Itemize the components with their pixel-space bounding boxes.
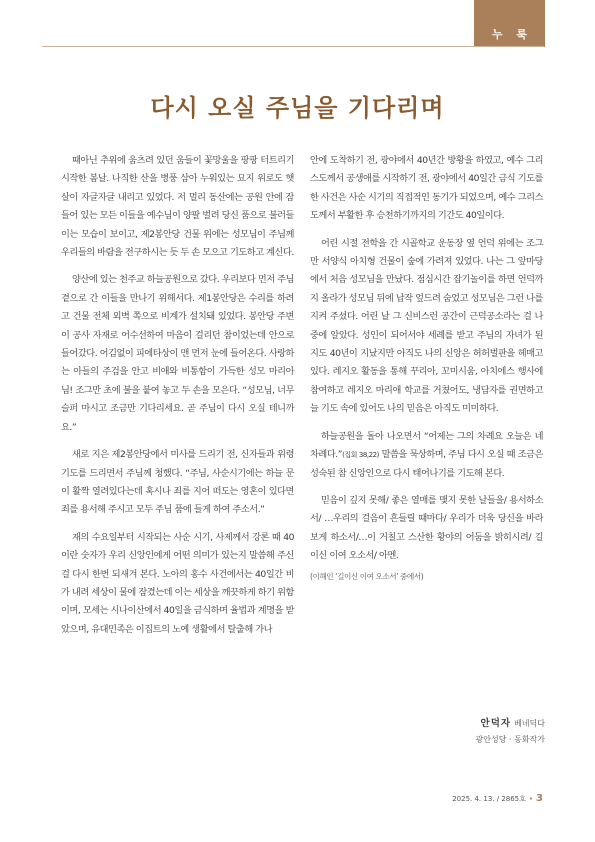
poem-excerpt: 믿음이 깊지 못해/ 좋은 열매를 맺지 못한 날들을/ 용서하소서/ …우리의 걸음이 흔들릴 때마다/ 우리가 더욱 당신을 바라보게 하소서/…이 거칠고 스산한 황야의 어둠을 밝히시려/ 길이신 이여 오소서/ 아멘.	[310, 494, 543, 562]
scripture-quote: 하늘공원을 돌아 나오면서 “어제는 그의 차례요 오늘은 네 차례다.”	[310, 430, 543, 461]
page-number: 3	[536, 793, 543, 804]
page-footer	[452, 793, 543, 804]
header-divider	[42, 46, 544, 47]
separator-dot-icon: •	[528, 795, 534, 803]
article-paragraph: 안에 도착하기 전, 광야에서 40년간 방황을 하였고, 예수 그리스도께서 공생애를 시작하기 전, 광야에서 40일간 금식 기도를 한 사건은 사순 시기의 직접적인 동기가 되었으며, 예수 그리스도께서 부활한 후 승천하기까지의 기간도 40일이다.	[310, 155, 543, 222]
article-paragraph	[310, 428, 543, 483]
author-baptismal-name: 베네딕다	[514, 719, 545, 728]
article-title: 다시 오실 주님을 기다리며	[150, 94, 445, 122]
paragraph-tail: 말씀을 묵상하며, 주님 다시 오실 때 조금은 성숙된 참 신앙인으로 다시 태어나기를 기도해 본다.	[310, 449, 543, 479]
article-paragraph: 새로 지은 제2봉안당에서 미사를 드리기 전, 신자들과 위령기도를 드리면서 주님께 청했다. “주님, 사순시기에는 하늘 문이 활짝 열려있다는데 혹시나 죄를 지어 떠도는 영혼이 있다면 죄를 용서해 주시고 모두 주님 품에 들게 하여 주소서.”	[61, 449, 294, 516]
article-paragraph: 어린 시절 전학을 간 시골학교 운동장 옆 언덕 위에는 조그만 서양식 아치형 건물이 숲에 가려져 있었다. 나는 그 앞마당에서 처음 성모님을 만났다. 점심시간 잡기놀이를 하면 언덕까지 올라가 성모님 뒤에 납작 엎드려 숨었고 성모님은 그런 나를 지켜 주셨다. 어린 날 그 신비스런 공간이 근덕공소라는 걸 나중에 알았다. 성인이 되어서야 세례를 받고 주님의 자녀가 된 지도 40년이 지났지만 아직도 나의 신앙은 허허벌판을 헤매고 있다. 레지오 활동을 통해 꾸리아, 꼬미시움, 아치에스 행사에 참여하고 레지오 마리애 학교를 거쳤어도, 냉담자를 권면하고 늘 기도 속에 있어도 나의 믿음은 아직도 미미하다.	[310, 237, 543, 415]
poem-source-note: (이해인 ‘길이신 이여 오소서’ 중에서)	[310, 571, 424, 581]
author-name: 안덕자	[480, 718, 512, 729]
article-paragraph: 때아닌 추위에 움츠려 있던 움들이 꽃망울을 팡팡 터트리기 시작한 봄날. 나직한 산을 병풍 삼아 누워있는 묘지 위로도 햇살이 자글자글 내리고 있었다. 저 멀리 동산에는 공원 안에 잠들어 있는 모든 이들을 예수님이 양팔 벌려 당신 품으로 불러들이는 모습이 보이고, 제2봉안당 건물 위에는 성모님이 주님께 우리들의 바람을 전구하시는 듯 두 손 모으고 기도하고 계신다.	[61, 155, 294, 259]
issue-date: 2025. 4. 13. / 2865호	[452, 795, 526, 803]
author-affiliation: 광안성당 · 동화작가	[475, 735, 545, 744]
section-tab	[474, 0, 545, 47]
section-tab-label: 누 룩	[491, 28, 533, 41]
article-column-right	[310, 152, 543, 593]
scripture-reference: (집회 38,22)	[342, 451, 379, 460]
article-column-left	[61, 152, 294, 648]
article-paragraph: 양산에 있는 천주교 하늘공원으로 갔다. 우리보다 먼저 주님 곁으로 간 이들을 만나기 위해서다. 제1봉안당은 수리를 하려고 건물 전체 외벽 쪽으로 비계가 설치돼 있었다. 봉안당 주변이 공사 자재로 어수선하여 마음이 걸리던 참이었는데 안으로 들어갔다. 어김없이 피에타상이 맨 먼저 눈에 들어온다. 사랑하는 아들의 주검을 안고 비애와 비통함이 가득한 성모 마리아님! 조그만 초에 불을 붙여 놓고 두 손을 모은다. “성모님, 너무 슬퍼 마시고 조금만 기다리세요. 곧 주님이 다시 오실 테니까요.”	[61, 274, 294, 433]
article-paragraph: 재의 수요일부터 시작되는 사순 시기, 사제께서 강론 때 40이란 숫자가 우리 신앙인에게 어떤 의미가 있는지 말씀해 주신 걸 다시 한번 되새겨 본다. 노아의 홍수 사건에서는 40일간 비가 내려 세상이 물에 잠겼는데 이는 세상을 깨끗하게 하기 위함이며, 모세는 시나이산에서 40일을 금식하며 율법과 계명을 받았으며, 유대민족은 이집트의 노예 생활에서 탈출해 가나	[61, 531, 294, 635]
author-byline	[476, 715, 545, 745]
